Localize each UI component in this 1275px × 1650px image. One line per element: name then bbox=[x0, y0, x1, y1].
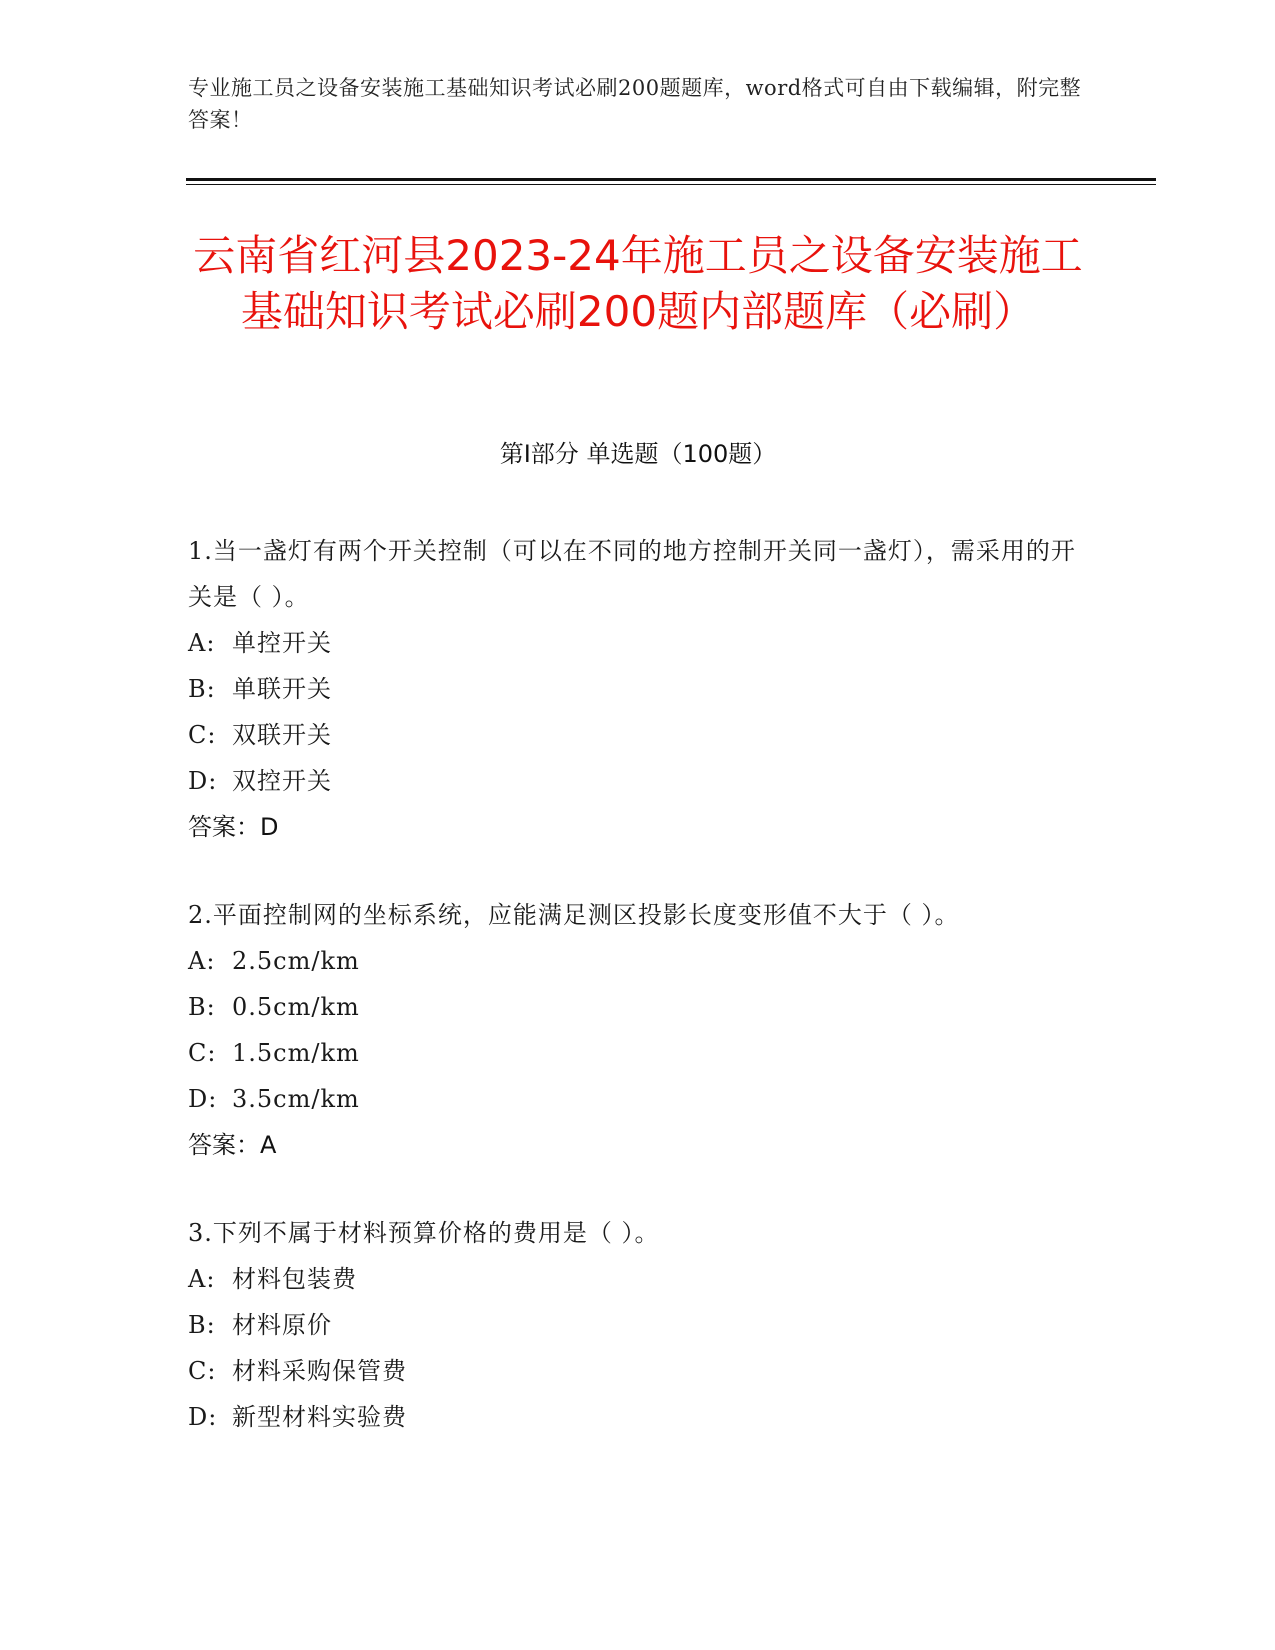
question-2 bbox=[188, 892, 1088, 1168]
option-b bbox=[188, 1302, 1088, 1348]
option-text: 3.5cm/km bbox=[232, 1085, 360, 1113]
header-note: 专业施工员之设备安装施工基础知识考试必刷200题题库，word格式可自由下载编辑，附完整答案！ bbox=[188, 76, 1082, 132]
option-d bbox=[188, 758, 1088, 804]
option-letter: D: bbox=[188, 1403, 218, 1431]
option-b bbox=[188, 666, 1088, 712]
header-divider-thick bbox=[186, 178, 1156, 181]
option-a bbox=[188, 938, 1088, 984]
option-text: 双联开关 bbox=[232, 721, 332, 749]
option-letter: B: bbox=[188, 1311, 216, 1339]
option-d bbox=[188, 1076, 1088, 1122]
option-b bbox=[188, 984, 1088, 1030]
option-letter: B: bbox=[188, 993, 216, 1021]
option-text: 2.5cm/km bbox=[232, 947, 360, 975]
option-text: 材料包装费 bbox=[232, 1265, 357, 1293]
option-c bbox=[188, 1030, 1088, 1076]
option-letter: A: bbox=[188, 629, 216, 657]
section-title: 第Ⅰ部分 单选题（100题） bbox=[499, 440, 777, 468]
question-1 bbox=[188, 528, 1088, 850]
option-letter: A: bbox=[188, 1265, 216, 1293]
question-stem: 1.当一盏灯有两个开关控制（可以在不同的地方控制开关同一盏灯），需采用的开关是（ ）。 bbox=[188, 537, 1076, 611]
option-d bbox=[188, 1394, 1088, 1440]
option-letter: B: bbox=[188, 675, 216, 703]
option-c bbox=[188, 1348, 1088, 1394]
answer: 答案：A bbox=[188, 1131, 277, 1159]
option-letter: D: bbox=[188, 767, 218, 795]
document-title: 云南省红河县2023-24年施工员之设备安装施工基础知识考试必刷200题内部题库（必刷） bbox=[193, 231, 1083, 336]
option-text: 双控开关 bbox=[232, 767, 332, 795]
option-letter: C: bbox=[188, 1357, 217, 1385]
question-list bbox=[188, 528, 1088, 1482]
header-divider-thin bbox=[186, 184, 1156, 185]
option-text: 材料原价 bbox=[232, 1311, 332, 1339]
question-stem: 2.平面控制网的坐标系统，应能满足测区投影长度变形值不大于（ ）。 bbox=[188, 901, 960, 929]
option-c bbox=[188, 712, 1088, 758]
option-text: 单控开关 bbox=[232, 629, 332, 657]
question-stem: 3.下列不属于材料预算价格的费用是（ ）。 bbox=[188, 1219, 660, 1247]
option-letter: D: bbox=[188, 1085, 218, 1113]
option-text: 单联开关 bbox=[232, 675, 332, 703]
option-text: 0.5cm/km bbox=[232, 993, 360, 1021]
option-letter: A: bbox=[188, 947, 216, 975]
option-text: 材料采购保管费 bbox=[232, 1357, 407, 1385]
option-a bbox=[188, 1256, 1088, 1302]
option-letter: C: bbox=[188, 721, 217, 749]
option-text: 新型材料实验费 bbox=[232, 1403, 407, 1431]
option-letter: C: bbox=[188, 1039, 217, 1067]
answer: 答案：D bbox=[188, 813, 279, 841]
option-text: 1.5cm/km bbox=[232, 1039, 360, 1067]
question-3 bbox=[188, 1210, 1088, 1440]
option-a bbox=[188, 620, 1088, 666]
